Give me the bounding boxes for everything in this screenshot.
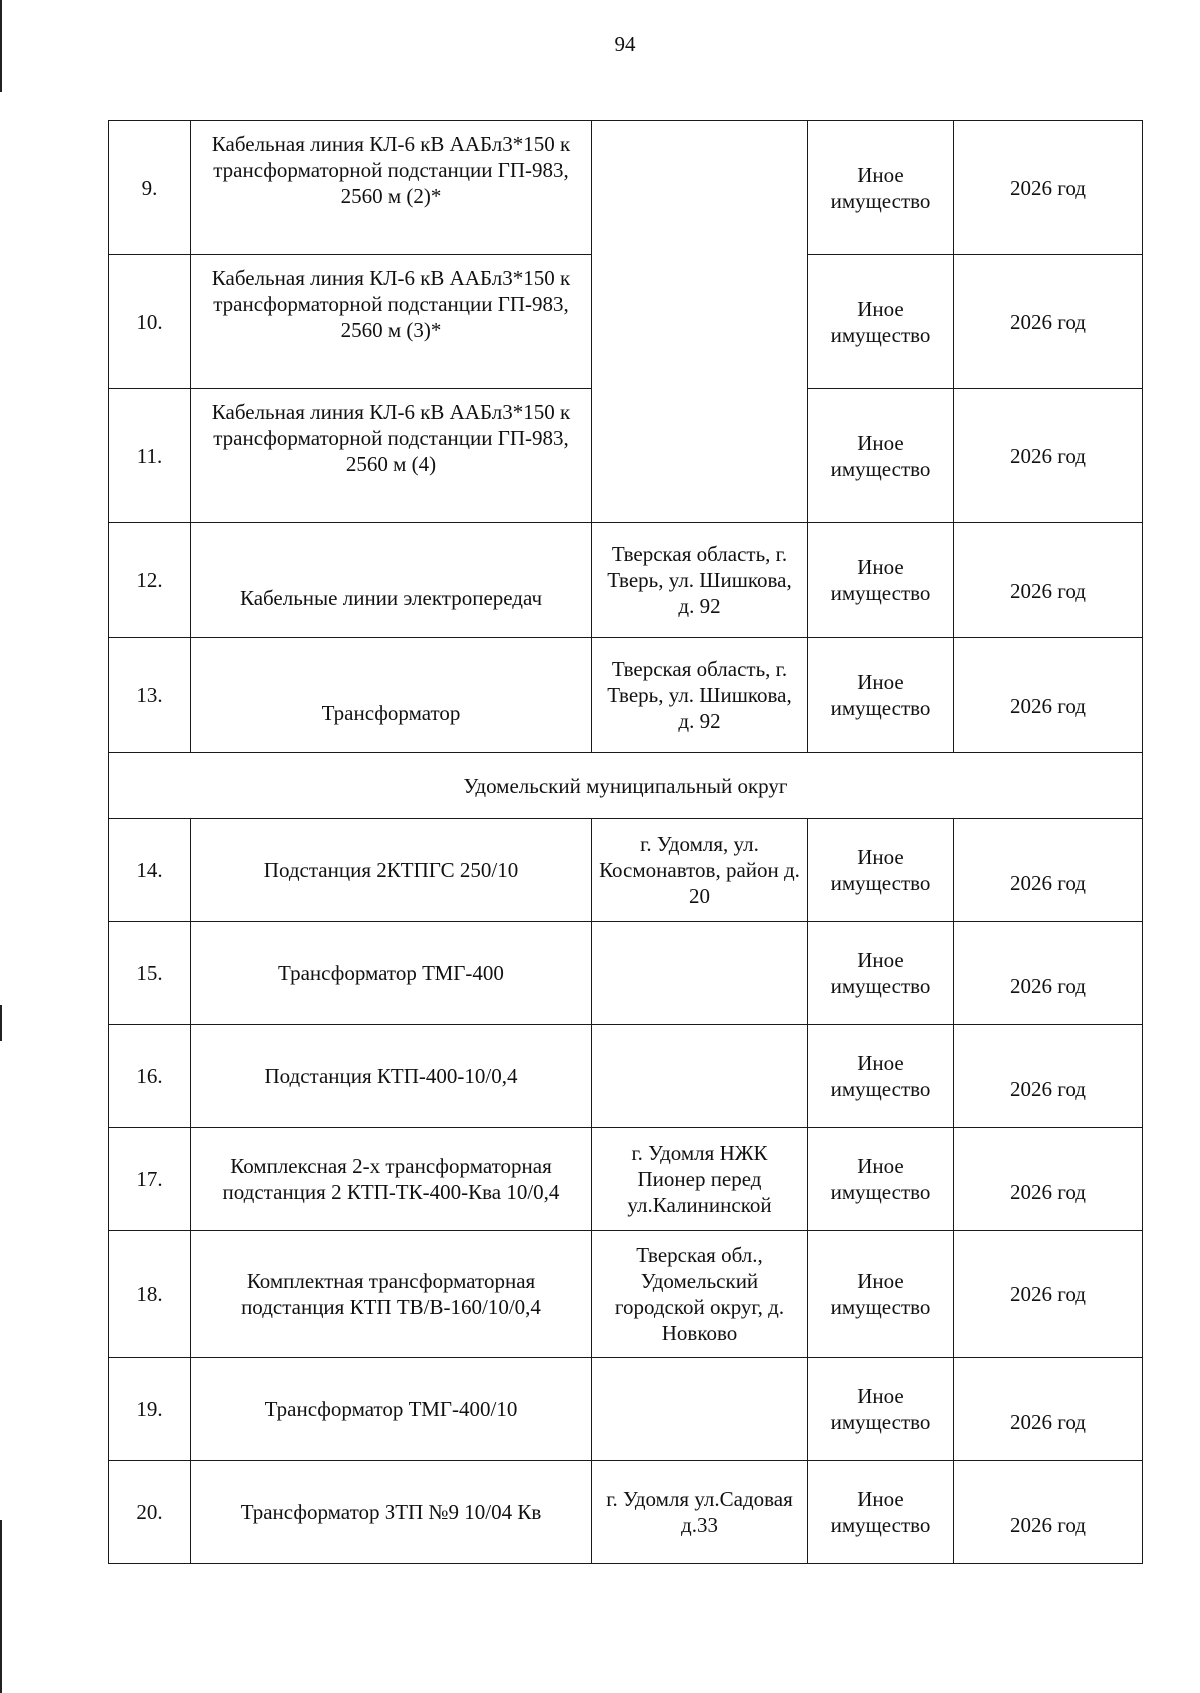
inclusion-year: 2026 год (954, 1461, 1143, 1564)
table-row (109, 638, 1143, 753)
inclusion-year: 2026 год (954, 1025, 1143, 1128)
property-address: Тверская обл., Удомельский городской округ, д. Новково (592, 1231, 808, 1358)
property-table (108, 120, 1143, 1564)
inclusion-year: 2026 год (954, 819, 1143, 922)
table-row (109, 922, 1143, 1025)
property-type: Иное имущество (808, 1025, 954, 1128)
property-type: Иное имущество (808, 255, 954, 389)
property-type: Иное имущество (808, 922, 954, 1025)
row-number: 12. (109, 523, 191, 638)
row-number: 9. (109, 121, 191, 255)
table-row (109, 1358, 1143, 1461)
property-type: Иное имущество (808, 1358, 954, 1461)
property-address (592, 922, 808, 1025)
property-address: г. Удомля ул.Садовая д.33 (592, 1461, 808, 1564)
property-name: Кабельная линия КЛ-6 кВ ААБл3*150 к трансформаторной подстанции ГП-983, 2560 м (4) (191, 389, 592, 523)
scan-edge-bottom (0, 1520, 2, 1693)
property-name: Подстанция 2КТПГС 250/10 (191, 819, 592, 922)
property-name: Комплексная 2-х трансформаторная подстанция 2 КТП-ТК-400-Ква 10/0,4 (191, 1128, 592, 1231)
property-name: Подстанция КТП-400-10/0,4 (191, 1025, 592, 1128)
inclusion-year: 2026 год (954, 389, 1143, 523)
property-type: Иное имущество (808, 1461, 954, 1564)
row-number: 17. (109, 1128, 191, 1231)
scan-edge-middle (0, 1005, 2, 1041)
row-number: 13. (109, 638, 191, 753)
property-type: Иное имущество (808, 389, 954, 523)
section-title: Удомельский муниципальный округ (109, 753, 1143, 819)
property-name: Кабельная линия КЛ-6 кВ ААБл3*150 к трансформаторной подстанции ГП-983, 2560 м (2)* (191, 121, 592, 255)
table-row (109, 1231, 1143, 1358)
property-address-empty (592, 121, 808, 523)
property-type: Иное имущество (808, 523, 954, 638)
inclusion-year: 2026 год (954, 1358, 1143, 1461)
row-number: 20. (109, 1461, 191, 1564)
section-row (109, 753, 1143, 819)
table-row (109, 1128, 1143, 1231)
page-number: 94 (614, 32, 636, 56)
property-name: Кабельные линии электропередач (191, 523, 592, 638)
row-number: 14. (109, 819, 191, 922)
inclusion-year: 2026 год (954, 1231, 1143, 1358)
row-number: 19. (109, 1358, 191, 1461)
inclusion-year: 2026 год (954, 922, 1143, 1025)
inclusion-year: 2026 год (954, 638, 1143, 753)
property-address: Тверская область, г. Тверь, ул. Шишкова, д. 92 (592, 523, 808, 638)
table-row (109, 121, 1143, 255)
property-address: г. Удомля НЖК Пионер перед ул.Калининской (592, 1128, 808, 1231)
inclusion-year: 2026 год (954, 255, 1143, 389)
row-number: 16. (109, 1025, 191, 1128)
table-row (109, 523, 1143, 638)
property-address (592, 1025, 808, 1128)
property-name: Трансформатор ТМГ-400 (191, 922, 592, 1025)
property-name: Трансформатор ТМГ-400/10 (191, 1358, 592, 1461)
property-name: Кабельная линия КЛ-6 кВ ААБл3*150 к трансформаторной подстанции ГП-983, 2560 м (3)* (191, 255, 592, 389)
table-row (109, 1025, 1143, 1128)
property-type: Иное имущество (808, 1128, 954, 1231)
property-type: Иное имущество (808, 121, 954, 255)
property-type: Иное имущество (808, 819, 954, 922)
inclusion-year: 2026 год (954, 121, 1143, 255)
row-number: 18. (109, 1231, 191, 1358)
inclusion-year: 2026 год (954, 523, 1143, 638)
inclusion-year: 2026 год (954, 1128, 1143, 1231)
row-number: 11. (109, 389, 191, 523)
table-row (109, 819, 1143, 922)
row-number: 15. (109, 922, 191, 1025)
property-type: Иное имущество (808, 1231, 954, 1358)
property-address (592, 1358, 808, 1461)
property-name: Трансформатор ЗТП №9 10/04 Кв (191, 1461, 592, 1564)
property-type: Иное имущество (808, 638, 954, 753)
row-number: 10. (109, 255, 191, 389)
property-name: Комплектная трансформаторная подстанция КТП ТВ/В-160/10/0,4 (191, 1231, 592, 1358)
property-name: Трансформатор (191, 638, 592, 753)
property-address: Тверская область, г. Тверь, ул. Шишкова, д. 92 (592, 638, 808, 753)
property-address: г. Удомля, ул. Космонавтов, район д. 20 (592, 819, 808, 922)
table-row (109, 1461, 1143, 1564)
